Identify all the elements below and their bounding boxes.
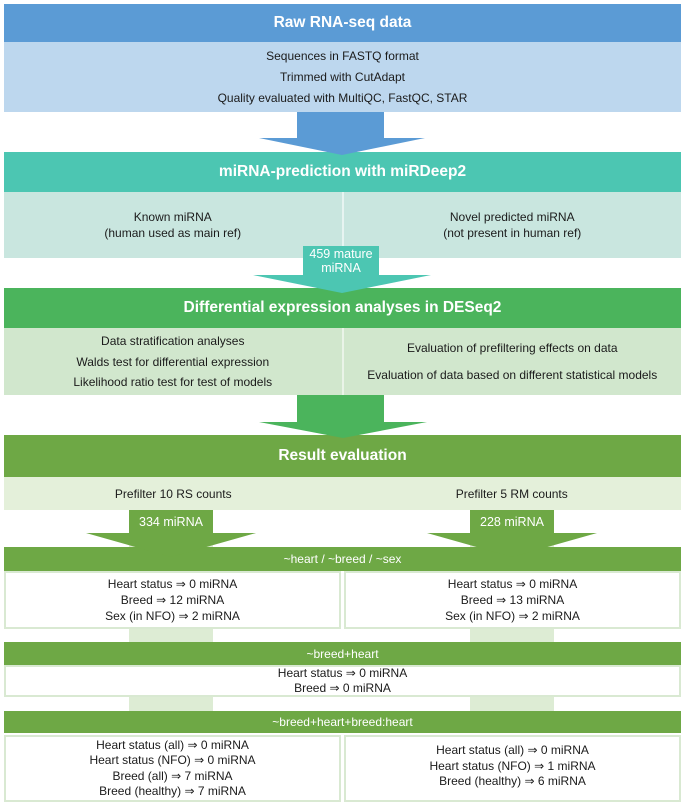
deseq-left-line: Walds test for differential expression — [76, 354, 270, 369]
model3-right-line: Heart status (all) ⇒ 0 miRNA — [436, 743, 589, 757]
prefilter-left-label: Prefilter 10 RS counts — [114, 486, 232, 501]
novel-mirna-line: (not present in human ref) — [443, 226, 582, 240]
left-mirna-count: 334 miRNA — [139, 514, 203, 529]
down-arrow-green-stem — [297, 395, 384, 422]
right-count-arrow-stem — [470, 510, 554, 533]
deseq-body — [4, 328, 681, 395]
left-count-arrow-stem — [129, 510, 213, 533]
deseq-right-line: Evaluation of data based on different statistical models — [367, 368, 658, 382]
model3-left-line: Breed (all) ⇒ 7 miRNA — [112, 768, 233, 783]
model3-right-line: Heart status (NFO) ⇒ 1 miRNA — [429, 758, 596, 773]
novel-mirna-line: Novel predicted miRNA — [449, 210, 575, 224]
prefilter-right-label: Prefilter 5 RM counts — [455, 486, 568, 501]
deseq-left-line: Data stratification analyses — [101, 334, 245, 349]
model3-right-line: Breed (healthy) ⇒ 6 miRNA — [439, 774, 586, 788]
prediction-title: miRNA-prediction with miRDeep2 — [218, 163, 467, 180]
raw-data-header — [4, 4, 681, 42]
model1-left-line: Breed ⇒ 12 miRNA — [120, 593, 225, 607]
down-arrow-blue-icon — [259, 138, 425, 155]
novel-mirna-cell — [344, 192, 682, 258]
model1-right-line: Breed ⇒ 13 miRNA — [460, 593, 565, 607]
deseq-right-line: Evaluation of prefiltering effects on data — [406, 341, 618, 355]
prefilter-left-cell — [4, 477, 343, 510]
deseq-left-line: Likelihood ratio test for test of models — [73, 374, 273, 389]
mature-mirna-arrow-stem — [303, 246, 379, 275]
known-mirna-line: Known miRNA — [133, 210, 212, 224]
mature-mirna-count: miRNA — [321, 260, 361, 275]
down-arrow-blue-stem — [297, 112, 384, 138]
right-mirna-count: 228 miRNA — [480, 514, 544, 529]
prefilter-right-cell — [343, 477, 682, 510]
model3-left-line: Breed (healthy) ⇒ 7 miRNA — [99, 784, 246, 798]
result-title: Result evaluation — [278, 447, 407, 464]
model2-line: Heart status ⇒ 0 miRNA — [277, 665, 408, 680]
prediction-header — [4, 152, 681, 192]
raw-data-body — [4, 42, 681, 112]
raw-data-line: Trimmed with CutAdapt — [280, 70, 405, 84]
result-header — [4, 435, 681, 477]
model1-left-line: Sex (in NFO) ⇒ 2 miRNA — [105, 609, 240, 623]
known-mirna-line: (human used as main ref) — [104, 226, 242, 240]
raw-data-title: Raw RNA-seq data — [273, 14, 412, 31]
model2-line: Breed ⇒ 0 miRNA — [294, 681, 391, 695]
deseq-header — [4, 288, 681, 328]
model3-right-box — [344, 735, 681, 802]
model1-right-line: Sex (in NFO) ⇒ 2 miRNA — [445, 609, 580, 623]
model3-left-line: Heart status (all) ⇒ 0 miRNA — [96, 737, 249, 752]
deseq-title: Differential expression analyses in DESeq2 — [183, 299, 502, 316]
model3-left-line: Heart status (NFO) ⇒ 0 miRNA — [89, 753, 256, 767]
down-arrow-olive-right-icon — [427, 533, 597, 557]
model1-right-box — [344, 571, 681, 629]
model1-right-line: Heart status ⇒ 0 miRNA — [447, 577, 578, 591]
down-arrow-teal-icon — [253, 275, 431, 293]
raw-data-line: Quality evaluated with MultiQC, FastQC, STAR — [217, 91, 468, 105]
deseq-left-cell — [4, 328, 342, 395]
mature-mirna-count: 459 mature — [309, 246, 373, 261]
down-arrow-green-icon — [259, 422, 427, 438]
model2-box — [4, 665, 681, 697]
model2-bar — [4, 642, 681, 665]
model3-left-box — [4, 735, 341, 802]
down-arrow-olive-left-icon — [86, 533, 256, 557]
deseq-right-cell — [344, 328, 682, 395]
model3-label: ~breed+heart+breed:heart — [272, 715, 413, 729]
model1-left-box — [4, 571, 341, 629]
model1-left-line: Heart status ⇒ 0 miRNA — [107, 577, 238, 591]
prefilter-strip — [4, 477, 681, 510]
model1-label: ~heart / ~breed / ~sex — [283, 552, 402, 566]
known-mirna-cell — [4, 192, 342, 258]
model3-bar — [4, 711, 681, 733]
raw-data-line: Sequences in FASTQ format — [266, 49, 419, 63]
model2-label: ~breed+heart — [306, 646, 379, 661]
